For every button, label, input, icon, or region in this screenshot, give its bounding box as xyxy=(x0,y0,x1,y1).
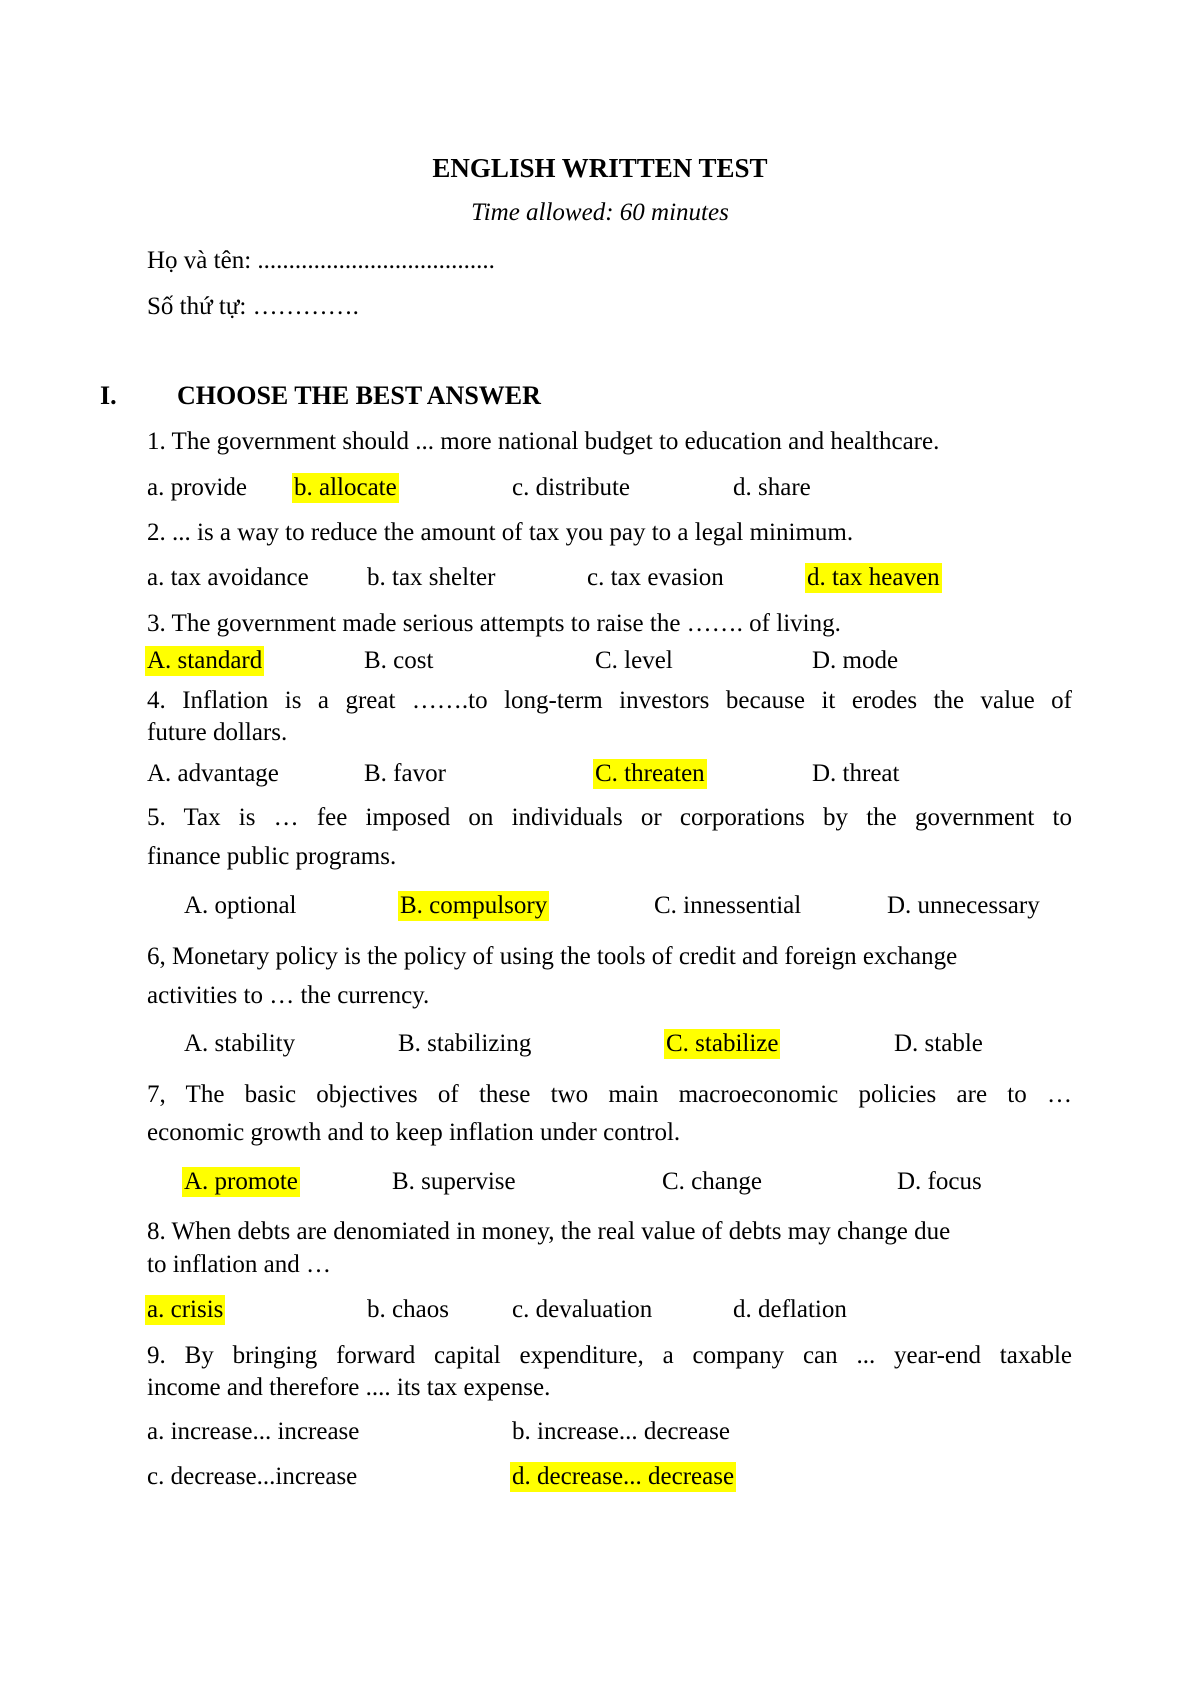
question-7-line-1: 7, The basic objectives of these two main macroeconomic policies are to … xyxy=(147,1081,1072,1108)
option-q8-b: b. chaos xyxy=(367,1296,449,1323)
question-5-line-1: 5. Tax is … fee imposed on individuals or corporations by the government to xyxy=(147,804,1072,831)
time-allowed: Time allowed: 60 minutes xyxy=(471,199,729,226)
name-field: Họ và tên: ...................................... xyxy=(147,247,495,274)
question-4-line-1: 4. Inflation is a great …….to long-term investors because it erodes the value of xyxy=(147,687,1072,714)
option-q3-a-highlighted: A. standard xyxy=(147,647,263,674)
option-q7-c: C. change xyxy=(662,1168,762,1195)
option-q1-a: a. provide xyxy=(147,474,247,501)
option-q6-c-highlighted: C. stabilize xyxy=(666,1030,779,1057)
option-q9-b: b. increase... decrease xyxy=(512,1418,730,1445)
question-5-line-2: finance public programs. xyxy=(147,843,397,870)
page-title: ENGLISH WRITTEN TEST xyxy=(432,153,768,183)
option-q5-d: D. unnecessary xyxy=(887,892,1040,919)
option-q1-c: c. distribute xyxy=(512,474,631,501)
number-field: Số thứ tự: …………. xyxy=(147,293,359,320)
option-q6-a: A. stability xyxy=(184,1030,296,1057)
question-8-line-1: 8. When debts are denomiated in money, the real value of debts may change due xyxy=(147,1218,951,1245)
option-q4-a: A. advantage xyxy=(147,760,279,787)
question-7-line-2: economic growth and to keep inflation under control. xyxy=(147,1119,681,1146)
option-q3-c: C. level xyxy=(595,647,673,674)
question-1: 1. The government should ... more national budget to education and healthcare. xyxy=(147,428,940,455)
option-q1-b-highlighted: b. allocate xyxy=(294,474,397,501)
option-q9-d-highlighted: d. decrease... decrease xyxy=(512,1463,735,1490)
option-q2-a: a. tax avoidance xyxy=(147,564,309,591)
option-q1-d: d. share xyxy=(733,474,811,501)
question-9-line-2: income and therefore .... its tax expense. xyxy=(147,1374,551,1401)
option-q5-b-highlighted: B. compulsory xyxy=(400,892,548,919)
question-6-line-2: activities to … the currency. xyxy=(147,982,430,1009)
option-q7-a-highlighted: A. promote xyxy=(184,1168,298,1195)
option-q3-d: D. mode xyxy=(812,647,899,674)
option-q4-d: D. threat xyxy=(812,760,900,787)
option-q9-a: a. increase... increase xyxy=(147,1418,360,1445)
option-q7-d: D. focus xyxy=(897,1168,982,1195)
option-q2-c: c. tax evasion xyxy=(587,564,724,591)
question-4-line-2: future dollars. xyxy=(147,719,288,746)
question-8-line-2: to inflation and … xyxy=(147,1251,331,1278)
option-q5-c: C. innessential xyxy=(654,892,802,919)
section-number: I. xyxy=(100,381,117,410)
question-3: 3. The government made serious attempts to raise the ……. of living. xyxy=(147,610,841,637)
section-title: CHOOSE THE BEST ANSWER xyxy=(177,381,541,410)
option-q8-a-highlighted: a. crisis xyxy=(147,1296,224,1323)
option-q4-c-highlighted: C. threaten xyxy=(595,760,705,787)
option-q4-b: B. favor xyxy=(364,760,446,787)
option-q7-b: B. supervise xyxy=(392,1168,516,1195)
option-q2-d-highlighted: d. tax heaven xyxy=(807,564,940,591)
question-6-line-1: 6, Monetary policy is the policy of using the tools of credit and foreign exchange xyxy=(147,943,958,970)
question-9-line-1: 9. By bringing forward capital expenditure, a company can ... year-end taxable xyxy=(147,1342,1072,1369)
option-q6-b: B. stabilizing xyxy=(398,1030,532,1057)
option-q8-d: d. deflation xyxy=(733,1296,847,1323)
option-q2-b: b. tax shelter xyxy=(367,564,496,591)
option-q9-c: c. decrease...increase xyxy=(147,1463,358,1490)
option-q3-b: B. cost xyxy=(364,647,434,674)
option-q8-c: c. devaluation xyxy=(512,1296,653,1323)
option-q6-d: D. stable xyxy=(894,1030,983,1057)
question-2: 2. ... is a way to reduce the amount of tax you pay to a legal minimum. xyxy=(147,519,854,546)
option-q5-a: A. optional xyxy=(184,892,297,919)
